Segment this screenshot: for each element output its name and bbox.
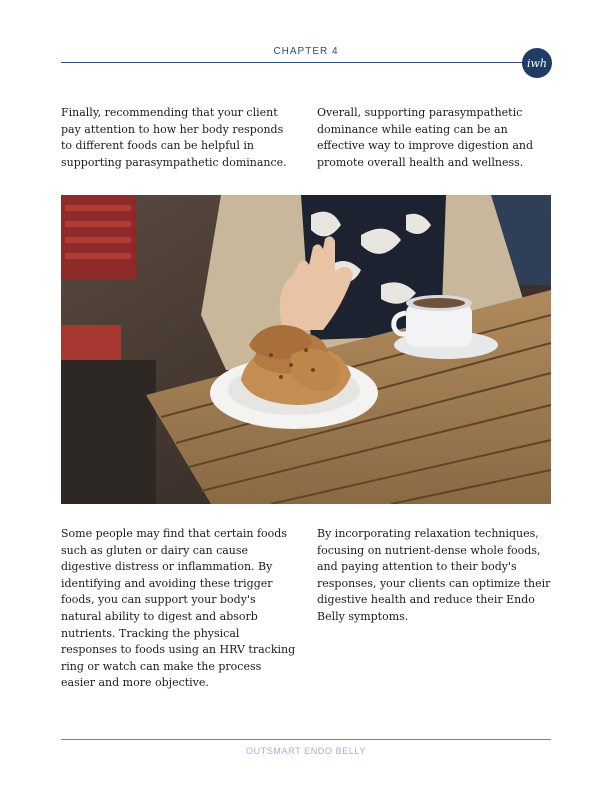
photo-illustration: [61, 195, 551, 504]
footer-divider: [61, 739, 551, 740]
iwh-logo: iwh: [522, 48, 552, 78]
paragraph-top-right: Overall, supporting parasympathetic dominance while eating can be an effective way to improve digestion and promote overall health and wellness.: [317, 106, 534, 169]
paragraph-bottom-left: Some people may find that certain foods such as gluten or dairy can cause digestive distress or inflammation. By identifying and avoiding these trigger foods, you can support your body's natural ability to digest and absorb nutrients. Tracking the physical responses to foods using an HRV tracking ring or watch can make the process easier and more objective.: [61, 527, 296, 690]
paragraph-top-left: Finally, recommending that your client pay attention to how her body responds to different foods can be helpful in supporting parasympathetic dominance.: [61, 106, 287, 169]
chapter-title: CHAPTER 4: [273, 46, 339, 57]
footer-book-title: OUTSMART ENDO BELLY: [246, 746, 366, 756]
woman-refusing-toast-photo: [61, 195, 551, 504]
paragraph-bottom-right: By incorporating relaxation techniques, focusing on nutrient-dense whole foods, and paying attention to their body's responses, your clients can optimize their digestive health and reduce their Endo Belly symptoms.: [317, 527, 551, 623]
header-divider: [61, 62, 527, 63]
